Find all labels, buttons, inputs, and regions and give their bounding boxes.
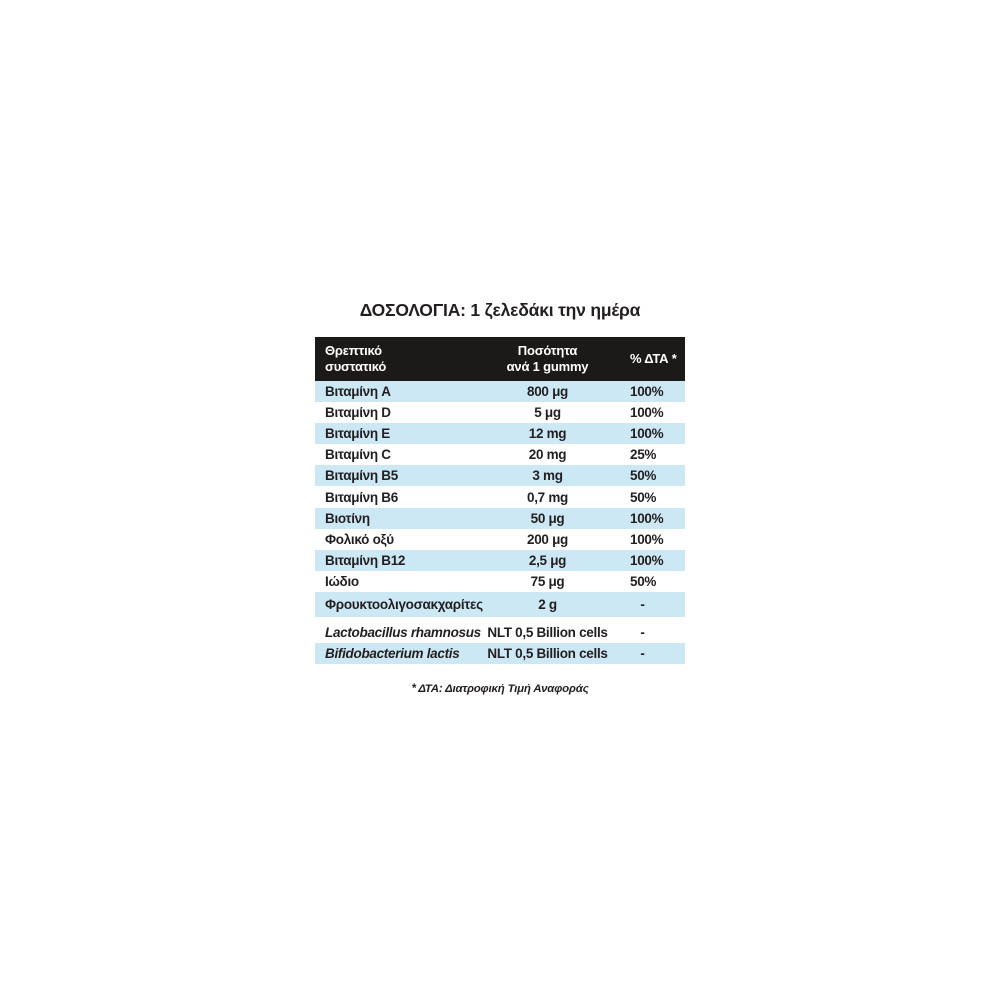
nutrient-amount: NLT 0,5 Billion cells xyxy=(487,624,608,640)
table-row xyxy=(315,622,685,643)
nutrient-dv: 50% xyxy=(630,573,657,589)
nutrient-name: Βιταμίνη B12 xyxy=(325,552,406,568)
table-row xyxy=(315,465,685,486)
nutrient-name: Φρουκτοολιγοσακχαρίτες xyxy=(325,596,483,612)
nutrient-dv: 25% xyxy=(630,447,657,463)
nutrient-amount: 200 μg xyxy=(527,531,568,547)
header-nutrient-line2: συστατικό xyxy=(325,359,387,374)
table-row xyxy=(315,571,685,592)
header-dv: % ΔΤΑ * xyxy=(630,350,677,366)
table-row xyxy=(315,402,685,423)
nutrient-name: Φολικό οξύ xyxy=(325,531,394,547)
nutrient-dv: 100% xyxy=(630,552,664,568)
nutrient-amount: 12 mg xyxy=(528,426,567,442)
nutrient-amount: 20 mg xyxy=(528,447,567,463)
table-row xyxy=(315,423,685,444)
table-row xyxy=(315,592,685,617)
nutrient-dv: - xyxy=(640,624,645,640)
header-nutrient xyxy=(315,343,465,376)
nutrient-dv: 100% xyxy=(630,531,664,547)
nutrient-dv: 100% xyxy=(630,405,664,421)
table-row xyxy=(315,444,685,465)
nutrient-name: Lactobacillus rhamnosus xyxy=(325,624,481,640)
nutrient-name: Βιταμίνη B6 xyxy=(325,489,398,505)
nutrient-amount: 5 μg xyxy=(534,405,561,421)
header-amount-line2: ανά 1 gummy xyxy=(506,359,589,374)
table-row xyxy=(315,643,685,664)
nutrient-name: Βιταμίνη E xyxy=(325,426,390,442)
nutrient-dv: - xyxy=(640,596,645,612)
nutrient-dv: - xyxy=(640,646,645,662)
nutrient-name: Ιώδιο xyxy=(325,573,359,589)
nutrient-amount: 0,7 mg xyxy=(527,489,568,505)
nutrient-name: Βιοτίνη xyxy=(325,510,370,526)
nutrient-name: Βιταμίνη A xyxy=(325,384,391,400)
nutrient-amount: 800 μg xyxy=(527,384,568,400)
nutrient-dv: 50% xyxy=(630,489,657,505)
footnote: * ΔΤΑ: Διατροφική Τιμή Αναφοράς xyxy=(411,683,589,695)
nutrient-amount: 2,5 μg xyxy=(528,552,567,568)
nutrient-amount: 75 μg xyxy=(530,573,565,589)
table-row xyxy=(315,529,685,550)
table-row xyxy=(315,381,685,402)
header-nutrient-line1: Θρεπτικό xyxy=(325,342,382,358)
table-row xyxy=(315,486,685,507)
nutrient-name: Βιταμίνη C xyxy=(325,447,391,463)
table-header-row xyxy=(315,337,685,381)
nutrient-name: Βιταμίνη D xyxy=(325,405,391,421)
nutrient-amount: 50 μg xyxy=(530,510,565,526)
nutrient-dv: 50% xyxy=(630,468,657,484)
nutrient-dv: 100% xyxy=(630,510,664,526)
nutrient-dv: 100% xyxy=(630,384,664,400)
table-row xyxy=(315,508,685,529)
table-row xyxy=(315,550,685,571)
header-amount-line1: Ποσότητα xyxy=(517,342,578,358)
nutrient-amount: NLT 0,5 Billion cells xyxy=(487,646,608,662)
page-title: ΔΟΣΟΛΟΓΙΑ: 1 ζελεδάκι την ημέρα xyxy=(359,300,641,320)
header-amount xyxy=(465,343,630,376)
nutrient-amount: 3 mg xyxy=(532,468,563,484)
nutrient-amount: 2 g xyxy=(538,596,557,612)
nutrient-name: Bifidobacterium lactis xyxy=(325,646,460,662)
nutrient-name: Βιταμίνη B5 xyxy=(325,468,398,484)
nutrition-table xyxy=(315,337,685,664)
nutrient-dv: 100% xyxy=(630,426,664,442)
